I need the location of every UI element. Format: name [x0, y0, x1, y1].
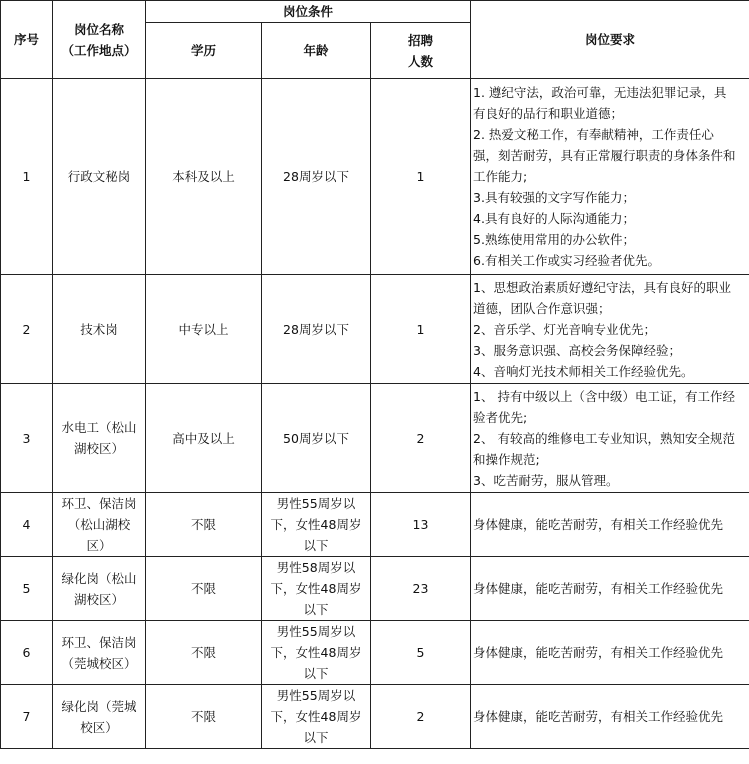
row-index: 7: [1, 685, 53, 749]
table-row: [1, 493, 749, 557]
age-line: 以下: [303, 538, 329, 553]
position-line: 技术岗: [80, 321, 118, 337]
requirement-line: 强，刻苦耐劳，具有正常履行职责的身体条件和: [473, 148, 736, 163]
row-index: 3: [1, 384, 53, 493]
row-age: [262, 79, 371, 275]
row-age: [262, 493, 371, 557]
row-education: 中专以上: [146, 275, 262, 384]
header-requirements: 岗位要求: [471, 1, 749, 79]
row-count: 1: [371, 275, 471, 384]
row-count: 1: [371, 79, 471, 275]
row-requirements: [471, 275, 749, 384]
row-education: 不限: [146, 621, 262, 685]
row-education: 不限: [146, 685, 262, 749]
position-line: 水电工（松山: [61, 420, 137, 435]
row-age: [262, 384, 371, 493]
age-line: 男性55周岁以: [276, 624, 356, 639]
age-line: 28周岁以下: [283, 169, 349, 184]
requirement-line: 身体健康，能吃苦耐劳，有相关工作经验优先: [473, 581, 724, 596]
row-requirements: [471, 557, 749, 621]
row-count: 2: [371, 685, 471, 749]
age-line: 28周岁以下: [283, 321, 349, 337]
row-position: [53, 79, 146, 275]
header-conditions: 岗位条件: [146, 1, 471, 23]
table-row: [1, 275, 749, 384]
row-age: [262, 557, 371, 621]
row-age: [262, 685, 371, 749]
requirement-line: 和操作规范;: [473, 451, 540, 467]
row-requirements: [471, 621, 749, 685]
requirement-line: 3.具有较强的文字写作能力；: [473, 190, 635, 205]
table-row: [1, 621, 749, 685]
position-line: 行政文秘岗: [67, 169, 131, 184]
row-count: 13: [371, 493, 471, 557]
requirement-line: 身体健康，能吃苦耐劳，有相关工作经验优先: [473, 517, 724, 532]
position-line: 环卫、保洁岗: [61, 496, 137, 511]
row-age: [262, 621, 371, 685]
table-row: [1, 384, 749, 493]
position-line: 区）: [86, 538, 112, 553]
row-requirements: [471, 685, 749, 749]
position-line: 湖校区）: [73, 591, 124, 607]
age-line: 50周岁以下: [283, 430, 349, 446]
age-line: 以下: [303, 602, 329, 617]
age-line: 下，女性48周岁: [270, 645, 362, 660]
row-education: 本科及以上: [146, 79, 262, 275]
row-position: [53, 275, 146, 384]
row-index: 1: [1, 79, 53, 275]
position-line: 校区）: [80, 719, 118, 735]
header-position-line1: 岗位名称: [73, 21, 124, 37]
row-requirements: [471, 79, 749, 275]
header-age: 年龄: [262, 23, 371, 79]
position-line: 绿化岗（松山: [61, 570, 137, 586]
requirement-line: 身体健康，能吃苦耐劳，有相关工作经验优先: [473, 645, 724, 660]
job-rows: [1, 79, 749, 749]
age-line: 男性55周岁以: [276, 688, 356, 703]
age-line: 以下: [303, 730, 329, 745]
row-education: 高中及以上: [146, 384, 262, 493]
header-education: 学历: [146, 23, 262, 79]
requirement-line: 5.熟练使用常用的办公软件；: [473, 232, 635, 247]
row-position: [53, 493, 146, 557]
header-count: [371, 23, 471, 79]
row-position: [53, 384, 146, 493]
row-index: 2: [1, 275, 53, 384]
requirement-line: 3、吃苦耐劳，服从管理。: [473, 472, 619, 488]
row-age: [262, 275, 371, 384]
table-row: [1, 557, 749, 621]
requirement-line: 工作能力;: [473, 169, 528, 184]
requirement-line: 1、 持有中级以上（含中级）电工证，有工作经: [473, 388, 735, 404]
age-line: 下，女性48周岁: [270, 709, 362, 724]
requirement-line: 2. 热爱文秘工作，有奉献精神，工作责任心: [473, 127, 714, 142]
row-requirements: [471, 384, 749, 493]
requirement-line: 4.具有良好的人际沟通能力；: [473, 211, 635, 226]
row-index: 5: [1, 557, 53, 621]
row-index: 6: [1, 621, 53, 685]
row-position: [53, 685, 146, 749]
age-line: 男性55周岁以: [276, 496, 356, 511]
header-count-line1: 招聘: [408, 32, 434, 48]
age-line: 以下: [303, 666, 329, 681]
header-position-line2: （工作地点）: [61, 42, 137, 58]
age-line: 下，女性48周岁: [270, 517, 362, 532]
position-line: 湖校区）: [73, 441, 124, 456]
requirement-line: 身体健康，能吃苦耐劳，有相关工作经验优先: [473, 709, 724, 724]
position-line: 绿化岗（莞城: [61, 698, 137, 714]
row-index: 4: [1, 493, 53, 557]
table-row: [1, 685, 749, 749]
table-row: [1, 79, 749, 275]
position-line: 环卫、保洁岗: [61, 634, 137, 650]
age-line: 男性58周岁以: [276, 560, 356, 575]
header-index: 序号: [1, 1, 53, 79]
row-count: 2: [371, 384, 471, 493]
row-count: 5: [371, 621, 471, 685]
requirement-line: 验者优先;: [473, 409, 528, 425]
requirement-line: 3、服务意识强、高校会务保障经验；: [473, 342, 681, 358]
header-count-line2: 人数: [408, 53, 434, 69]
requirement-line: 有良好的品行和职业道德；: [473, 106, 624, 121]
requirement-line: 道德，团队合作意识强；: [473, 300, 611, 316]
position-line: （莞城校区）: [61, 655, 137, 671]
row-position: [53, 621, 146, 685]
requirement-line: 4、音响灯光技术师相关工作经验优先。: [473, 363, 694, 379]
header-row-top: [1, 1, 749, 23]
row-education: 不限: [146, 493, 262, 557]
header-position: [53, 1, 146, 79]
requirement-line: 6.有相关工作或实习经验者优先。: [473, 253, 660, 268]
row-requirements: [471, 493, 749, 557]
position-line: （松山湖校: [67, 517, 131, 532]
requirement-line: 2、 有较高的维修电工专业知识，熟知安全规范: [473, 430, 735, 446]
requirement-line: 1、思想政治素质好遵纪守法，具有良好的职业: [473, 279, 731, 295]
age-line: 下，女性48周岁: [270, 581, 362, 596]
row-education: 不限: [146, 557, 262, 621]
requirement-line: 1. 遵纪守法，政治可靠，无违法犯罪记录，具: [473, 85, 727, 100]
row-count: 23: [371, 557, 471, 621]
row-position: [53, 557, 146, 621]
requirement-line: 2、音乐学、灯光音响专业优先；: [473, 321, 656, 337]
